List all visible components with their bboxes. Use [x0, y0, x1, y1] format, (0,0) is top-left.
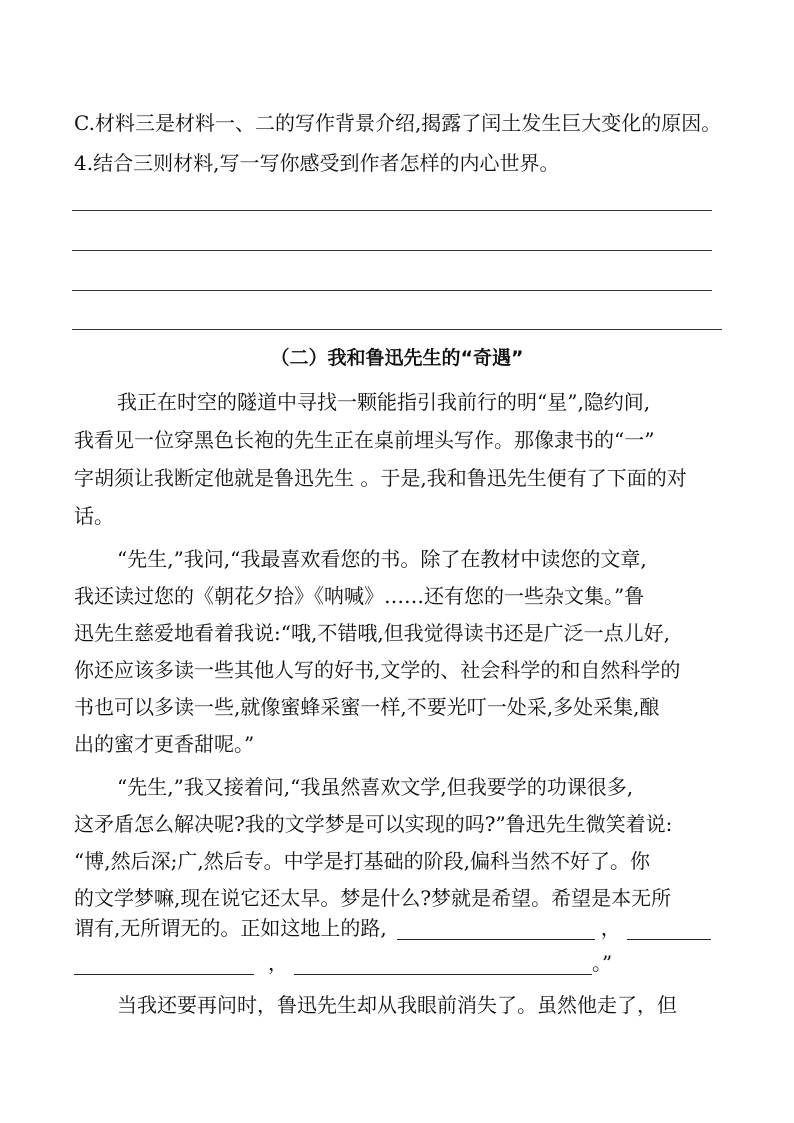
answer-line-3[interactable]: [72, 290, 712, 291]
passage-line: “先生,”我又接着问,“我虽然喜欢文学,但我要学的功课很多,: [117, 775, 634, 799]
option-c-text: C.材料三是材料一、二的写作背景介绍,揭露了闰土发生巨大变化的原因。: [74, 111, 722, 135]
passage-line: 谓有,无所谓无的。正如这地上的路,: [74, 916, 387, 940]
passage-line: 你还应该多读一些其他人写的好书,文学的、社会科学的和自然科学的: [74, 658, 681, 682]
answer-line-4[interactable]: [72, 329, 722, 330]
passage-line: 迅先生慈爱地看着我说:“哦,不错哦,但我觉得读书还是广泛一点儿好,: [74, 621, 671, 645]
passage-line: “博,然后深;广,然后专。中学是打基础的阶段,偏科当然不好了。你: [74, 849, 651, 873]
passage-title: （二）我和鲁迅先生的“奇遇”: [270, 347, 524, 369]
closing-quote: 。”: [592, 951, 613, 975]
blank-1[interactable]: [397, 919, 595, 940]
blank-2-end[interactable]: [74, 954, 254, 975]
passage-line: 我还读过您的《朝花夕拾》《呐喊》……还有您的一些杂文集。”鲁: [74, 584, 645, 608]
passage-line: 当我还要再问时，鲁迅先生却从我眼前消失了。虽然他走了，但: [117, 993, 677, 1017]
fill-in-line-2: [74, 951, 612, 975]
passage-line: 出的蜜才更香甜呢。”: [74, 732, 255, 756]
passage-line: “先生,”我问,“我最喜欢看您的书。除了在教材中读您的文章,: [117, 547, 647, 571]
answer-line-1[interactable]: [72, 210, 712, 211]
fill-in-line-1: [74, 916, 711, 940]
passage-line: 的文学梦嘛,现在说它还太早。梦是什么?梦就是希望。希望是本无所: [74, 886, 672, 910]
passage-line: 字胡须让我断定他就是鲁迅先生 。于是,我和鲁迅先生便有了下面的对: [74, 466, 687, 490]
blank-separator: ，: [268, 951, 288, 975]
blank-separator: ，: [600, 916, 621, 940]
passage-line: 书也可以多读一些,就像蜜蜂采蜜一样,不要光叮一处采,多处采集,酿: [74, 695, 660, 719]
passage-line: 这矛盾怎么解决呢?我的文学梦是可以实现的吗?”鲁迅先生微笑着说:: [74, 812, 673, 836]
answer-line-2[interactable]: [72, 250, 712, 251]
passage-line: 我正在时空的隧道中寻找一颗能指引我前行的明“星”,隐约间,: [117, 390, 651, 414]
question-4-text: 4.结合三则材料,写一写你感受到作者怎样的内心世界。: [74, 151, 560, 175]
passage-line: 话。: [74, 504, 114, 528]
blank-2-start[interactable]: [627, 919, 711, 940]
blank-3[interactable]: [294, 954, 592, 975]
passage-line: 我看见一位穿黑色长袍的先生正在桌前埋头写作。那像隶书的“一”: [74, 428, 655, 452]
